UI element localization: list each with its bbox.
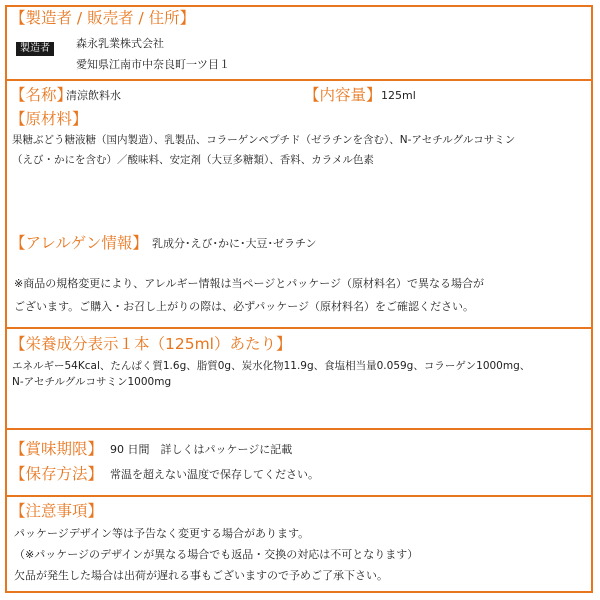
expiry-heading: 【賞味期限】 — [10, 440, 104, 458]
divider-after-allergen — [5, 327, 593, 329]
divider-after-storage — [5, 495, 593, 497]
maker-heading: 【製造者 / 販売者 / 住所】 — [10, 9, 196, 27]
allergen-note-line-1: ※商品の規格変更により、アレルギー情報は当ページとパッケージ（原材料名）で異なる場合が — [14, 277, 485, 290]
notes-line-1: パッケージデザイン等は予告なく変更する場合があります。 — [14, 527, 310, 540]
divider-after-maker — [5, 79, 593, 81]
nutrition-line-2: N-アセチルグルコサミン1000mg — [12, 376, 172, 388]
ingredients-line-1: 果糖ぶどう糖液糖（国内製造）、乳製品、コラーゲンペプチド（ゼラチンを含む）、N-アセチルグルコサミン — [12, 134, 516, 146]
maker-tag — [16, 36, 54, 56]
maker-address: 愛知県江南市中奈良町一ツ目１ — [76, 58, 230, 71]
volume-heading: 【内容量】 — [304, 86, 382, 104]
volume-value: 125ml — [381, 89, 416, 102]
maker-tag-label: 製造者 — [16, 42, 54, 56]
notes-line-3: 欠品が発生した場合は出荷が遅れる事もございますので予めご了承下さい。 — [14, 569, 388, 582]
allergen-note-line-2: ございます。ご購入・お召し上がりの際は、必ずパッケージ（原材料名）をご確認ください。 — [14, 300, 475, 313]
maker-company: 森永乳業株式会社 — [76, 37, 164, 50]
notes-heading: 【注意事項】 — [10, 502, 104, 520]
nutrition-heading: 【栄養成分表示１本（125ml）あたり】 — [10, 335, 292, 353]
ingredients-heading: 【原材料】 — [10, 110, 88, 128]
divider-after-nutrition — [5, 428, 593, 430]
allergen-value: 乳成分･えび･かに･大豆･ゼラチン — [152, 237, 317, 250]
name-heading: 【名称】 — [10, 86, 73, 104]
notes-line-2: （※パッケージのデザインが異なる場合でも返品・交換の対応は不可となります） — [14, 548, 419, 561]
name-value: 清涼飲料水 — [66, 89, 121, 102]
allergen-heading: 【アレルゲン情報】 — [10, 234, 148, 252]
ingredients-line-2: （えび・かにを含む）／酸味料、安定剤（大豆多糖類）、香料、カラメル色素 — [12, 154, 374, 166]
nutrition-line-1: エネルギー54Kcal、たんぱく質1.6g、脂質0g、炭水化物11.9g、食塩相当量0.059g、コラーゲン1000mg、 — [12, 360, 531, 372]
expiry-value: 90 日間 詳しくはパッケージに記載 — [110, 443, 293, 456]
storage-value: 常温を超えない温度で保存してください。 — [110, 468, 319, 481]
storage-heading: 【保存方法】 — [10, 465, 104, 483]
